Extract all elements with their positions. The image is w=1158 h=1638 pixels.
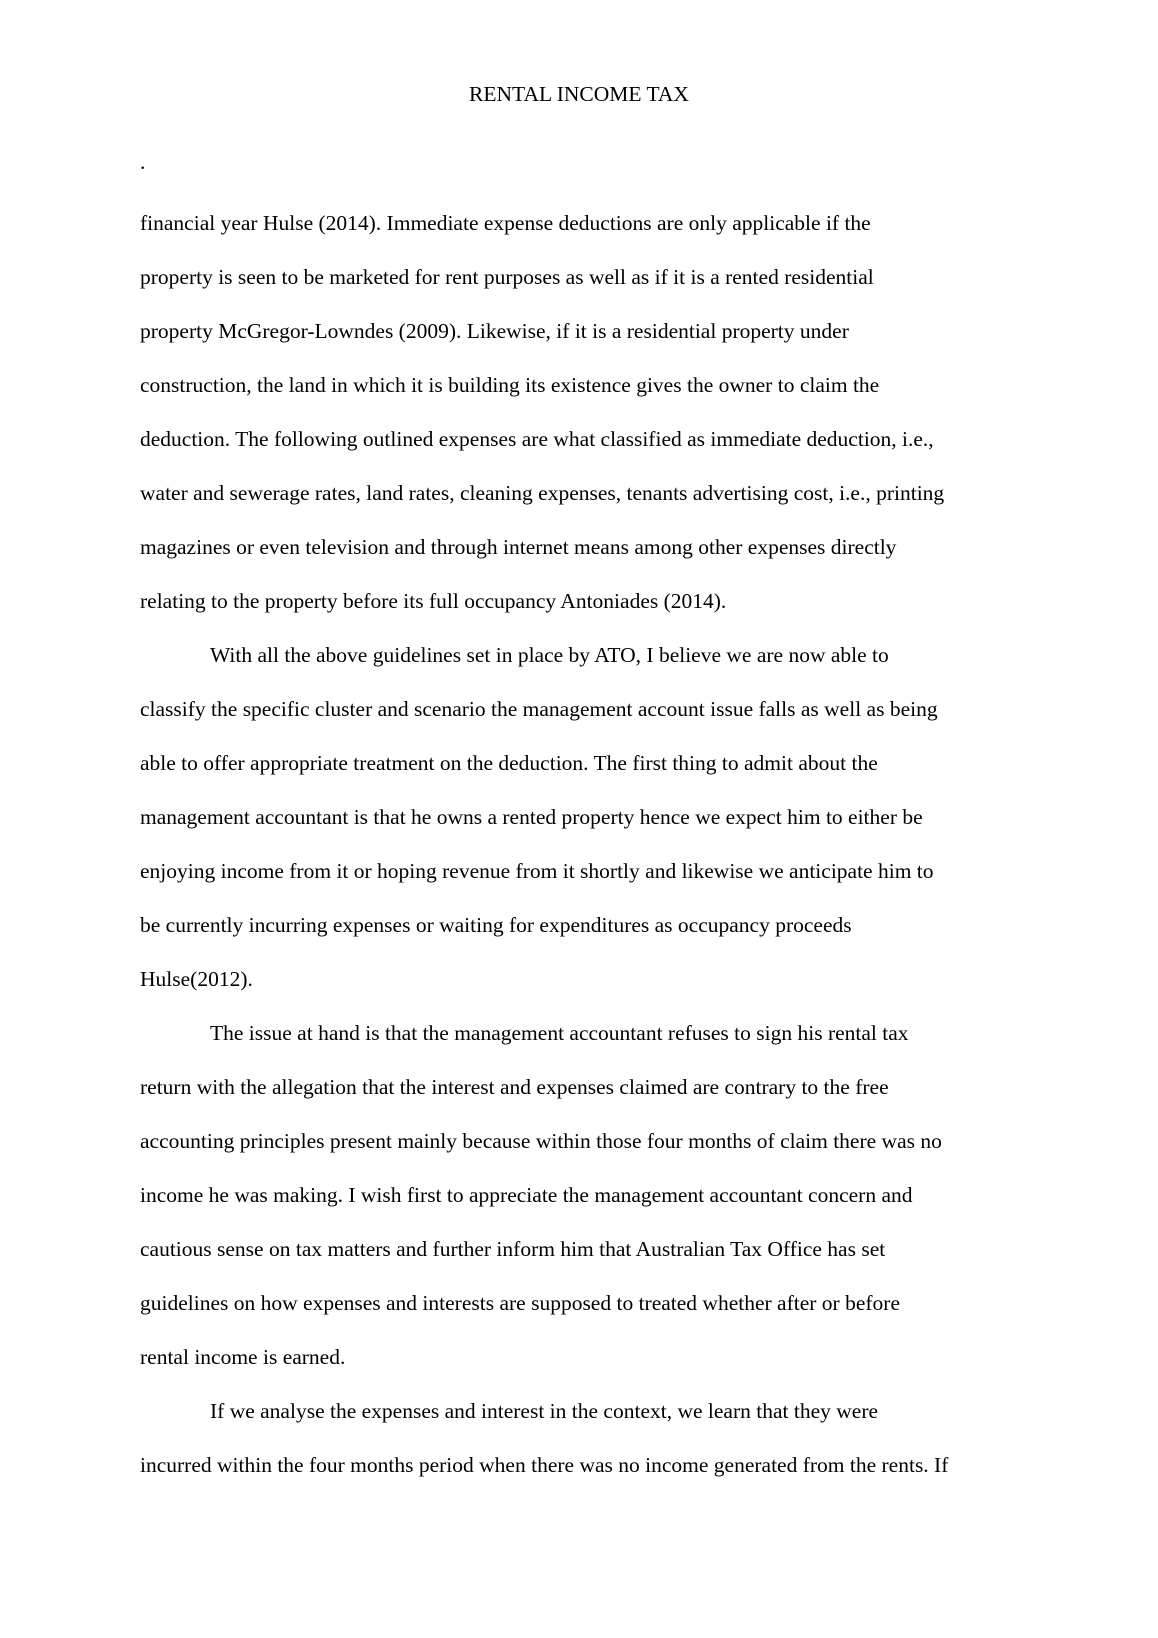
text-line: financial year Hulse (2014). Immediate expense deductions are only applicable if the: [140, 211, 871, 235]
text-line: management accountant is that he owns a rented property hence we expect him to either be: [140, 805, 923, 829]
text-line: enjoying income from it or hoping revenue from it shortly and likewise we anticipate him to: [140, 859, 934, 883]
text-line: return with the allegation that the interest and expenses claimed are contrary to the free: [140, 1075, 889, 1099]
text-line: construction, the land in which it is building its existence gives the owner to claim the: [140, 373, 880, 397]
text-line: Hulse(2012).: [140, 967, 253, 991]
text-line: relating to the property before its full occupancy Antoniades (2014).: [140, 589, 727, 613]
text-line: magazines or even television and through internet means among other expenses directly: [140, 535, 897, 559]
text-line: With all the above guidelines set in place by ATO, I believe we are now able to: [210, 643, 889, 667]
text-line: If we analyse the expenses and interest in the context, we learn that they were: [210, 1399, 879, 1423]
document-body: [140, 196, 1020, 1492]
text-line: The issue at hand is that the management accountant refuses to sign his rental tax: [210, 1021, 909, 1045]
paragraph-4: [140, 1384, 1020, 1492]
text-line: classify the specific cluster and scenario the management account issue falls as well as being: [140, 697, 938, 721]
text-line: cautious sense on tax matters and further inform him that Australian Tax Office has set: [140, 1237, 886, 1261]
page-header-title: RENTAL INCOME TAX: [469, 82, 689, 106]
text-line: income he was making. I wish first to appreciate the management accountant concern and: [140, 1183, 913, 1207]
text-line: accounting principles present mainly because within those four months of claim there was no: [140, 1129, 942, 1153]
text-line: able to offer appropriate treatment on the deduction. The first thing to admit about the: [140, 751, 878, 775]
paragraph-1: [140, 196, 1020, 628]
text-line: property McGregor-Lowndes (2009). Likewise, if it is a residential property under: [140, 319, 849, 343]
text-line: incurred within the four months period when there was no income generated from the rents. If: [140, 1453, 949, 1477]
paragraph-3: [140, 1006, 1020, 1384]
text-line: water and sewerage rates, land rates, cleaning expenses, tenants advertising cost, i.e., printing: [140, 481, 945, 505]
text-line: property is seen to be marketed for rent purposes as well as if it is a rented residential: [140, 265, 874, 289]
text-line: guidelines on how expenses and interests are supposed to treated whether after or before: [140, 1291, 900, 1315]
text-line: deduction. The following outlined expenses are what classified as immediate deduction, i.e.,: [140, 427, 934, 451]
leading-mark: .: [140, 150, 146, 174]
text-line: rental income is earned.: [140, 1345, 346, 1369]
text-line: be currently incurring expenses or waiting for expenditures as occupancy proceeds: [140, 913, 852, 937]
paragraph-2: [140, 628, 1020, 1006]
